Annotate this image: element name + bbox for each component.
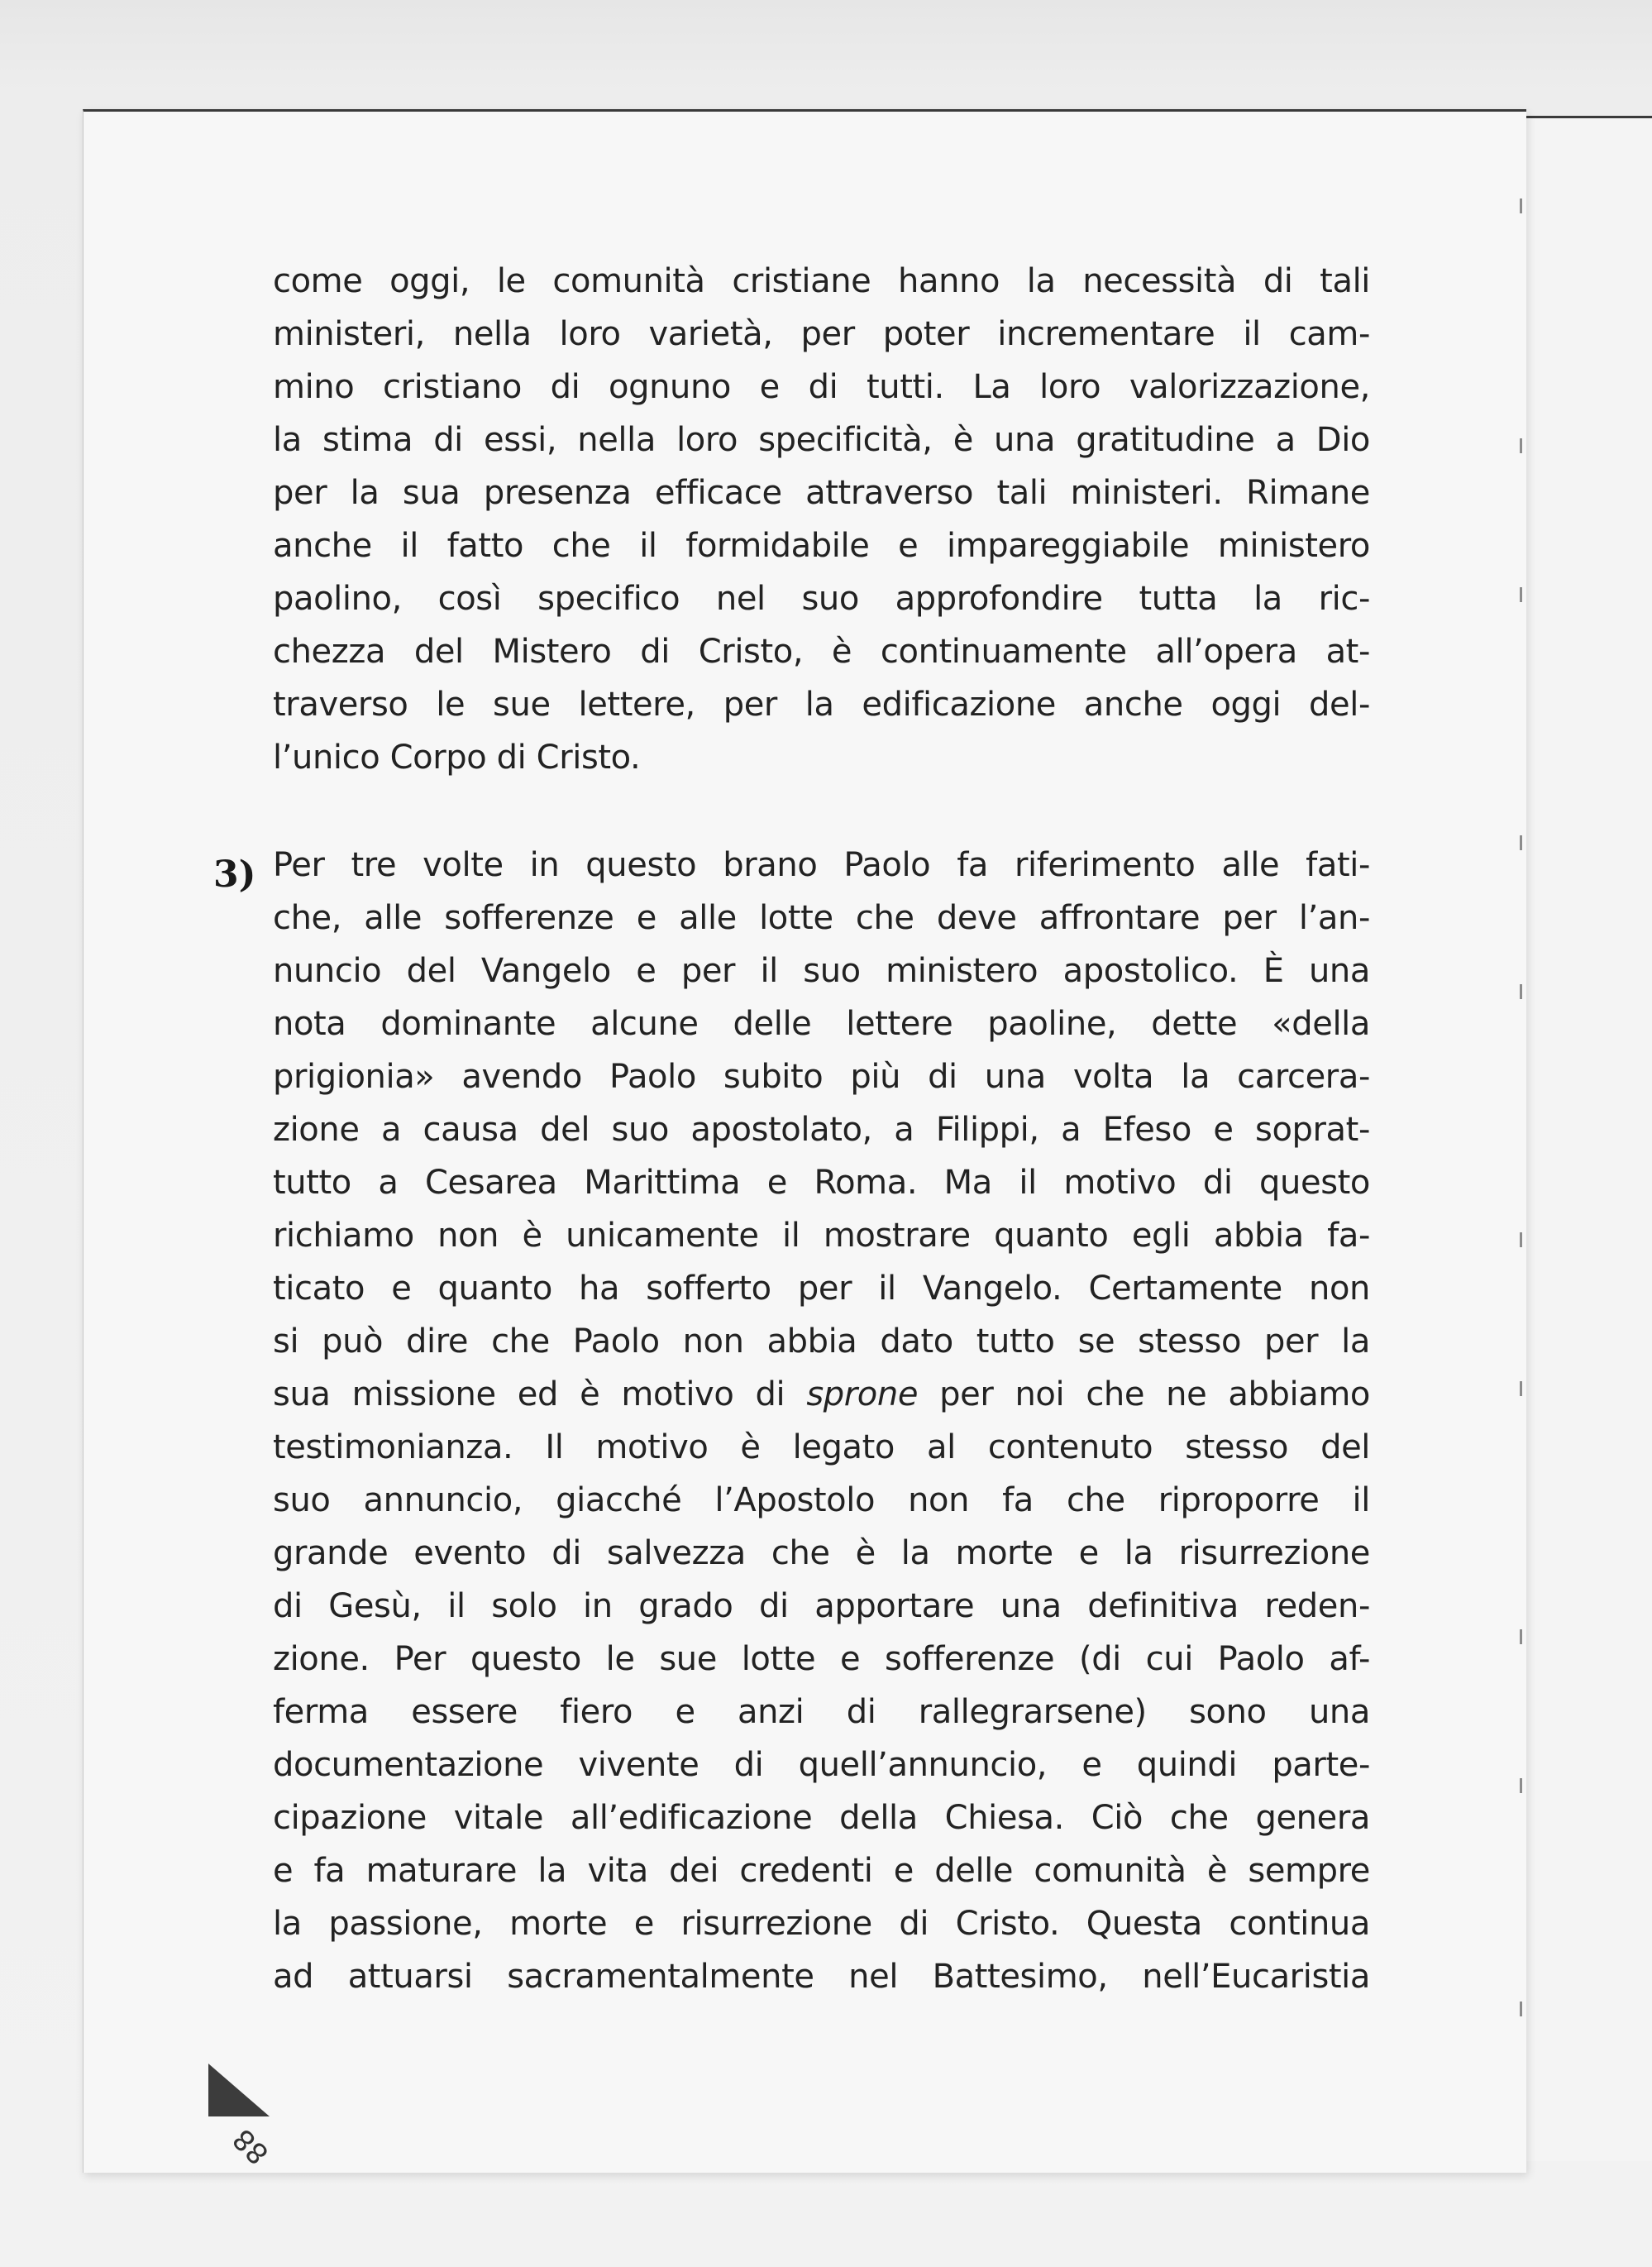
binding-stitch (1520, 1778, 1522, 1793)
text-line: chezza del Mistero di Cristo, è continuamente all’opera at- (273, 633, 1370, 671)
item-number: 3) (213, 854, 256, 896)
binding-stitch (1520, 1629, 1522, 1644)
text-line: che, alle sofferenze e alle lotte che deve affrontare per l’an- (273, 899, 1370, 937)
paragraph-gap (273, 784, 1370, 839)
page-corner-triangle-icon (208, 2064, 270, 2116)
text-line: per la sua presenza efficace attraverso tali ministeri. Rimane (273, 474, 1370, 512)
text-line: documentazione vivente di quell’annuncio, e quindi parte- (273, 1746, 1370, 1784)
text-line: richiamo non è unicamente il mostrare quanto egli abbia fa- (273, 1217, 1370, 1255)
binding-stitch (1520, 438, 1522, 453)
text-line: traverso le sue lettere, per la edificazione anche oggi del- (273, 686, 1370, 724)
binding-stitch (1520, 587, 1522, 602)
text-line: nuncio del Vangelo e per il suo ministero apostolico. È una (273, 952, 1370, 990)
binding-stitch (1520, 1381, 1522, 1396)
page-number: 88 (227, 2121, 276, 2171)
text-line: di Gesù, il solo in grado di apportare una definitiva reden- (273, 1587, 1370, 1625)
text-line: la passione, morte e risurrezione di Cristo. Questa continua (273, 1905, 1370, 1943)
binding-stitch (1520, 835, 1522, 850)
text-line: testimonianza. Il motivo è legato al contenuto stesso del (273, 1428, 1370, 1466)
text-line: ministeri, nella loro varietà, per poter incrementare il cam- (273, 315, 1370, 353)
text-line: mino cristiano di ognuno e di tutti. La loro valorizzazione, (273, 368, 1370, 406)
text-line: ferma essere fiero e anzi di rallegrarsene) sono una (273, 1693, 1370, 1731)
text-line: nota dominante alcune delle lettere paoline, dette «della (273, 1005, 1370, 1043)
text-line: prigionia» avendo Paolo subito più di una volta la carcera- (273, 1058, 1370, 1096)
text-line: paolino, così specifico nel suo approfondire tutta la ric- (273, 580, 1370, 618)
text-segment: per noi che ne abbiamo (918, 1375, 1370, 1413)
text-line: anche il fatto che il formidabile e impareggiabile ministero (273, 527, 1370, 565)
binding-stitch (1520, 1232, 1522, 1247)
facing-page-edge (1525, 116, 1652, 2161)
text-line: grande evento di salvezza che è la morte e la risurrezione (273, 1534, 1370, 1572)
text-line: come oggi, le comunità cristiane hanno la necessità di tali (273, 262, 1370, 300)
text-line: zione a causa del suo apostolato, a Filippi, a Efeso e soprat- (273, 1111, 1370, 1149)
text-line-with-italic (273, 1368, 1370, 1421)
text-line: l’unico Corpo di Cristo. (273, 739, 641, 777)
paragraph-2 (273, 839, 1370, 2003)
text-line: ticato e quanto ha sofferto per il Vangelo. Certamente non (273, 1270, 1370, 1308)
text-line: zione. Per questo le sue lotte e sofferenze (di cui Paolo af- (273, 1640, 1370, 1678)
binding-stitch (1520, 2002, 1522, 2016)
text-line: cipazione vitale all’edificazione della Chiesa. Ciò che genera (273, 1799, 1370, 1837)
text-line: ad attuarsi sacramentalmente nel Battesimo, nell’Eucaristia (273, 1958, 1370, 1996)
text-line: suo annuncio, giacché l’Apostolo non fa che riproporre il (273, 1481, 1370, 1519)
text-segment: sua missione ed è motivo di (273, 1375, 807, 1413)
text-line: si può dire che Paolo non abbia dato tutto se stesso per la (273, 1322, 1370, 1361)
binding-stitch (1520, 198, 1522, 213)
text-line: tutto a Cesarea Marittima e Roma. Ma il motivo di questo (273, 1164, 1370, 1202)
text-line: la stima di essi, nella loro specificità, è una gratitudine a Dio (273, 421, 1370, 459)
text-line: Per tre volte in questo brano Paolo fa riferimento alle fati- (273, 846, 1370, 884)
body-text (273, 255, 1370, 2003)
paragraph-1 (273, 255, 1370, 784)
binding-stitch (1520, 984, 1522, 999)
italic-word: sprone (806, 1375, 919, 1413)
text-line: e fa maturare la vita dei credenti e delle comunità è sempre (273, 1852, 1370, 1890)
